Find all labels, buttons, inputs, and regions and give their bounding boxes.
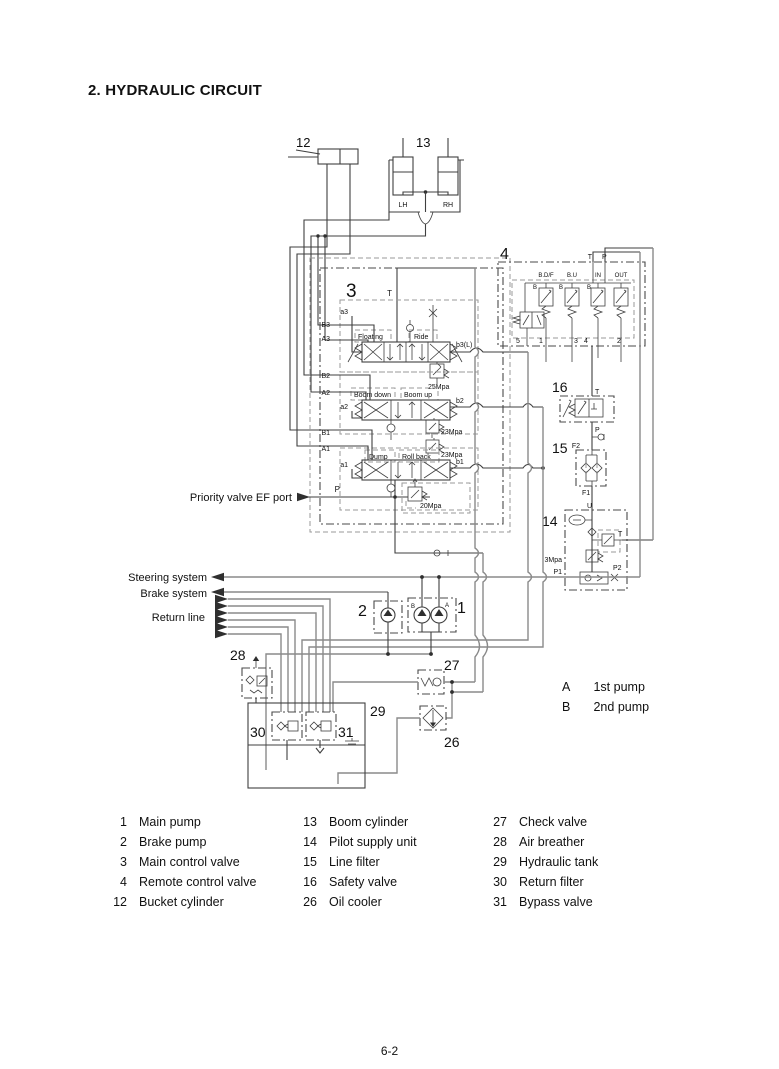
remote-control-valve <box>498 246 653 362</box>
part-number: 15 <box>303 855 317 869</box>
pressure-boom-relief-a: 23Mpa <box>441 429 463 436</box>
part-number: 3 <box>120 855 127 869</box>
parts-row <box>295 872 417 892</box>
label-26: 26 <box>444 734 460 750</box>
label-28: 28 <box>230 647 246 663</box>
rcv-port2: 2 <box>617 338 621 345</box>
parts-row <box>105 892 256 912</box>
part-number: 14 <box>303 835 317 849</box>
part-number: 30 <box>493 875 507 889</box>
pump-label-a: A <box>445 603 450 609</box>
port-label-t-mcv: T <box>387 289 392 298</box>
pressure-main-relief: 20Mpa <box>420 503 442 510</box>
spool-label-dump: Dump <box>369 454 388 461</box>
label-30: 30 <box>250 724 266 740</box>
legend-key-a: A <box>562 680 571 694</box>
return-line-label: Return line <box>151 612 205 624</box>
part-name: Bucket cylinder <box>139 895 224 909</box>
spool-floating-ride <box>321 300 478 391</box>
spool-label-boom-down: Boom down <box>354 392 391 399</box>
port-label-a2: a2 <box>340 404 348 411</box>
brake-pump <box>358 592 402 654</box>
label-12: 12 <box>296 135 311 150</box>
part-number: 16 <box>303 875 317 889</box>
parts-row <box>295 852 417 872</box>
part-number: 2 <box>120 835 127 849</box>
port-label-f2: F2 <box>571 443 580 450</box>
parts-row <box>485 812 598 832</box>
port-label-t-rcv: T <box>587 254 592 261</box>
parts-row <box>295 892 417 912</box>
label-14: 14 <box>542 513 558 529</box>
legend-row-b <box>562 697 649 717</box>
port-label-p-rcv: P <box>602 254 607 261</box>
rcv-label-bu: B.U <box>566 273 578 279</box>
part-name: Check valve <box>519 815 588 829</box>
part-name: Hydraulic tank <box>519 855 599 869</box>
port-label-p-mcv: P <box>334 485 340 494</box>
rcv-port5: 5 <box>516 338 520 345</box>
label-13: 13 <box>416 135 431 150</box>
pump-label-b: B <box>411 604 416 610</box>
part-name: Pilot supply unit <box>329 835 417 849</box>
part-name: Main control valve <box>139 855 240 869</box>
port-label-u: U <box>587 503 593 510</box>
rcv-label-bdf: B.D/F <box>538 273 554 279</box>
pressure-boom-relief-b: 23Mpa <box>441 452 463 459</box>
rcv-label-out: OUT <box>614 273 628 279</box>
port-label-B1: B1 <box>321 430 330 437</box>
port-label-a1: a1 <box>340 462 348 469</box>
brake-system-label: Brake system <box>140 588 207 600</box>
rcv-reducing-valves <box>539 283 628 346</box>
bypass-valve <box>306 712 354 753</box>
parts-row <box>485 872 598 892</box>
label-2: 2 <box>358 603 367 620</box>
legend-value-a: 1st pump <box>593 680 645 694</box>
port-label-lh: LH <box>398 202 408 209</box>
port-label-B3: B3 <box>321 322 330 329</box>
legend-key-b: B <box>562 700 571 714</box>
port-label-rh: RH <box>442 202 454 209</box>
priority-label: Priority valve EF port <box>189 492 292 504</box>
port-label-p2: P2 <box>613 565 622 572</box>
label-4: 4 <box>500 246 509 263</box>
part-name: Air breather <box>519 835 585 849</box>
label-1: 1 <box>457 600 466 617</box>
page-title: 2. HYDRAULIC CIRCUIT <box>88 82 263 99</box>
rcv-b1: B <box>533 285 538 291</box>
rcv-port3: 3 <box>574 338 578 345</box>
line-filter <box>552 440 606 510</box>
port-label-b2: b2 <box>456 398 464 405</box>
part-name: Remote control valve <box>139 875 257 889</box>
rcv-b3: B <box>587 285 592 291</box>
rcv-port1: 1 <box>539 338 543 345</box>
port-label-p-sv: P <box>595 427 600 434</box>
spool-label-boom-up: Boom up <box>404 392 433 399</box>
part-number: 31 <box>493 895 507 909</box>
part-number: 27 <box>493 815 507 829</box>
port-label-B2: B2 <box>321 373 330 380</box>
spool-label-floating: Floating <box>358 334 383 341</box>
port-label-b3l: b3(L) <box>456 342 473 349</box>
parts-row <box>485 852 598 872</box>
part-name: Line filter <box>329 855 380 869</box>
part-name: Safety valve <box>329 875 398 889</box>
parts-list-col2 <box>295 812 417 912</box>
parts-row <box>105 872 256 892</box>
part-number: 28 <box>493 835 507 849</box>
steering-system-label: Steering system <box>128 572 207 584</box>
pressure-pilot-relief: 3Mpa <box>544 557 562 564</box>
part-name: Bypass valve <box>519 895 593 909</box>
page-number: 6-2 <box>380 1044 399 1058</box>
label-3: 3 <box>346 281 357 302</box>
parts-row <box>485 832 598 852</box>
part-number: 12 <box>113 895 127 909</box>
port-label-A3: A3 <box>321 336 330 343</box>
label-31: 31 <box>338 724 354 740</box>
legend-row-a <box>562 677 649 697</box>
main-pump <box>386 575 466 656</box>
part-number: 13 <box>303 815 317 829</box>
parts-row <box>105 852 256 872</box>
part-name: Brake pump <box>139 835 207 849</box>
port-label-A1: A1 <box>321 446 330 453</box>
parts-row <box>295 832 417 852</box>
part-number: 29 <box>493 855 507 869</box>
part-number: 4 <box>120 875 127 889</box>
label-15: 15 <box>552 440 568 456</box>
spool-bucket <box>321 430 478 510</box>
pressure-bucket-relief: 25Mpa <box>428 384 450 391</box>
parts-row <box>105 812 256 832</box>
pump-legend <box>562 677 649 717</box>
port-label-a3: a3 <box>340 309 348 316</box>
port-label-t-sv: T <box>595 389 600 396</box>
label-27: 27 <box>444 657 460 673</box>
part-name: Return filter <box>519 875 584 889</box>
rcv-port4: 4 <box>584 338 588 345</box>
main-control-valve <box>308 258 545 556</box>
spool-label-roll-back: Roll back <box>402 454 431 461</box>
parts-row <box>295 812 417 832</box>
parts-list-col3 <box>485 812 598 912</box>
return-arrows <box>215 595 228 639</box>
hydraulic-tank <box>248 703 386 788</box>
label-16: 16 <box>552 379 568 395</box>
port-label-f1: F1 <box>582 490 591 497</box>
port-label-p1: P1 <box>553 569 562 576</box>
parts-row <box>105 832 256 852</box>
main-relief-valve <box>402 479 470 513</box>
part-number: 26 <box>303 895 317 909</box>
legend-value-b: 2nd pump <box>593 700 650 714</box>
rcv-b2: B <box>559 285 564 291</box>
port-label-b1: b1 <box>456 459 464 466</box>
part-name: Main pump <box>139 815 201 829</box>
part-name: Boom cylinder <box>329 815 409 829</box>
spool-label-ride: Ride <box>414 334 429 341</box>
check-valve <box>333 657 483 718</box>
return-filter <box>250 712 302 760</box>
priority-valve-ef-port <box>190 492 310 504</box>
parts-row <box>485 892 598 912</box>
port-label-t-psu: T <box>618 531 623 538</box>
part-number: 1 <box>120 815 127 829</box>
label-29: 29 <box>370 703 386 719</box>
port-label-A2: A2 <box>321 390 330 397</box>
parts-list-col1 <box>105 812 256 912</box>
safety-valve <box>552 346 614 450</box>
part-name: Oil cooler <box>329 895 382 909</box>
rcv-label-in: IN <box>595 273 601 279</box>
